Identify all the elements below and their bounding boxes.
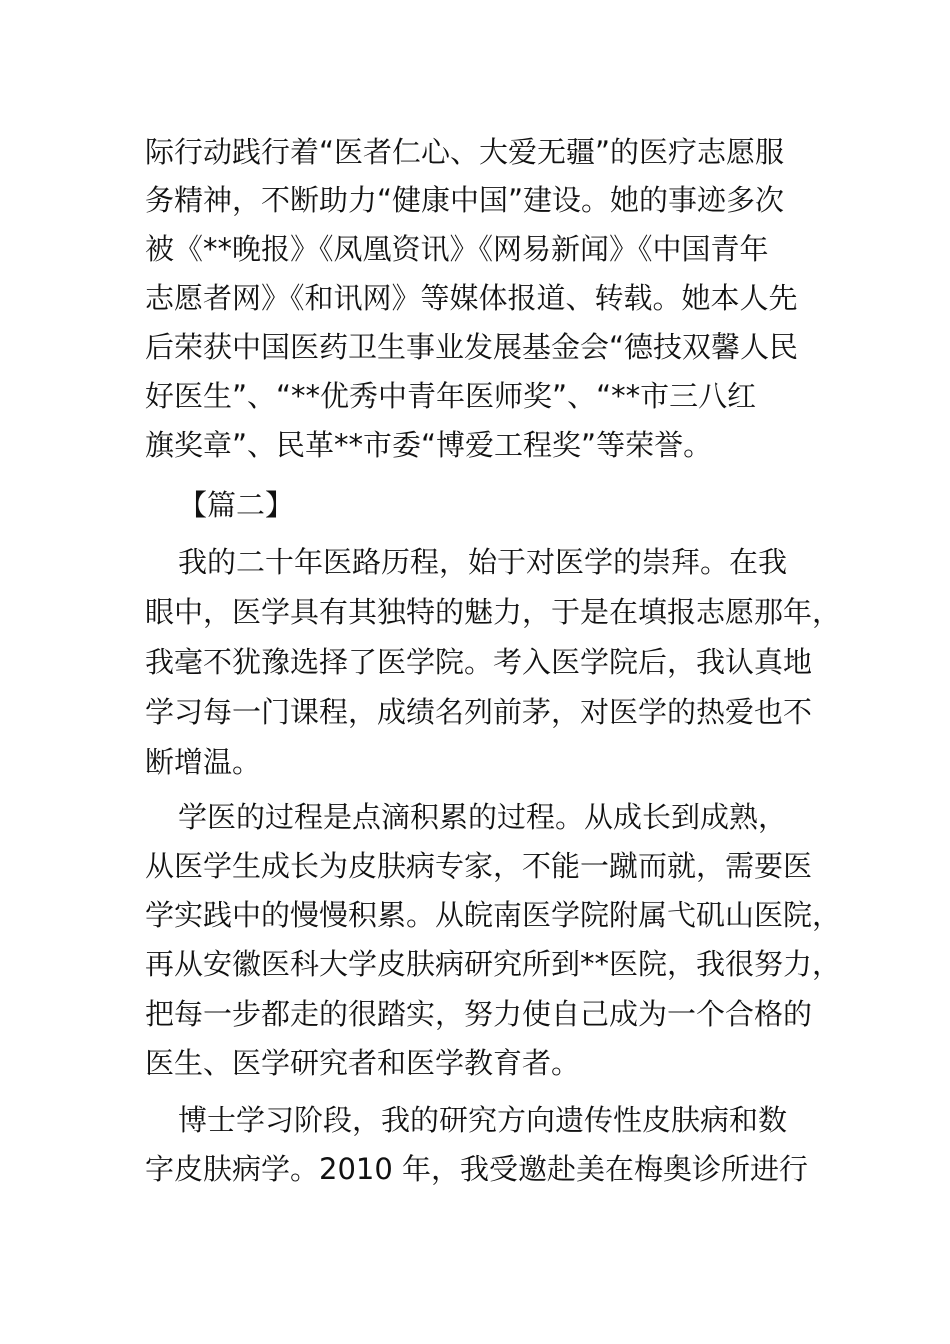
- text-line: 后荣获中国医药卫生事业发展基金会“德技双馨人民: [145, 330, 799, 364]
- text-line: 好医生”、“**优秀中青年医师奖”、“**市三八红: [145, 379, 757, 413]
- text-line: 务精神，不断助力“健康中国”建设。她的事迹多次: [145, 183, 785, 217]
- text-line: 际行动践行着“医者仁心、大爱无疆”的医疗志愿服: [145, 135, 785, 169]
- section-heading: 【篇二】: [178, 488, 295, 522]
- text-line: 旗奖章”、民革**市委“博爱工程奖”等荣誉。: [145, 428, 713, 462]
- text-line: 我的二十年医路历程，始于对医学的崇拜。在我: [178, 545, 788, 579]
- text-line: 博士学习阶段，我的研究方向遗传性皮肤病和数: [178, 1103, 788, 1137]
- text-line: 学医的过程是点滴积累的过程。从成长到成熟，: [178, 800, 788, 834]
- text-line: 被《**晚报》《凤凰资讯》《网易新闻》《中国青年: [145, 232, 769, 266]
- text-line: 学习每一门课程，成绩名列前茅，对医学的热爱也不: [145, 695, 813, 729]
- text-line: 字皮肤病学。2010 年，我受邀赴美在梅奥诊所进行: [145, 1152, 809, 1186]
- text-line: 把每一步都走的很踏实，努力使自己成为一个合格的: [145, 997, 813, 1031]
- text-line: 我毫不犹豫选择了医学院。考入医学院后，我认真地: [145, 645, 813, 679]
- text-line: 从医学生成长为皮肤病专家，不能一蹴而就，需要医: [145, 849, 813, 883]
- text-line: 医生、医学研究者和医学教育者。: [145, 1046, 581, 1080]
- text-line: 断增温。: [145, 745, 262, 779]
- text-line: 再从安徽医科大学皮肤病研究所到**医院，我很努力，: [145, 947, 842, 981]
- text-line: 学实践中的慢慢积累。从皖南医学院附属弋矶山医院，: [145, 898, 842, 932]
- text-line: 眼中，医学具有其独特的魅力，于是在填报志愿那年，: [145, 595, 842, 629]
- text-line: 志愿者网》《和讯网》等媒体报道、转载。她本人先: [145, 281, 798, 315]
